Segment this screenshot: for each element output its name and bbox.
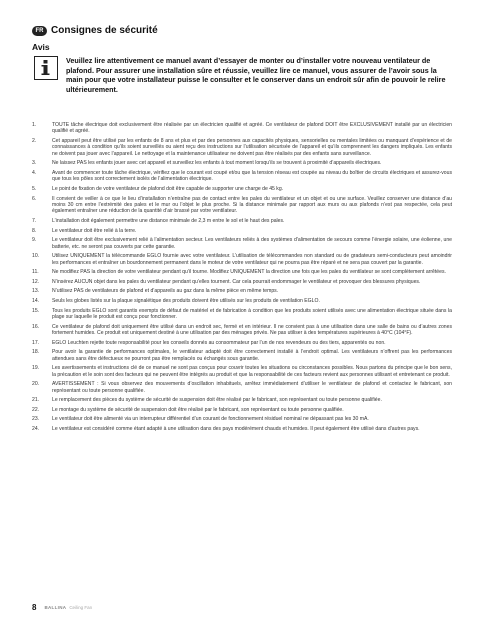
list-item	[32, 196, 452, 215]
item-text: Il convient de veiller à ce que le lieu d’installation n’entraîne pas de contact entre les pales du ventilateur et un objet et ou une surface. Veuillez conserver une distance d’au moins 30 cm entre l’extrémité des pales et le mur ou l’objet le plus proche. Si la distance minimale par rapport aux murs ou aux plafonds n’est pas respectée, cela peut également entraîner une réduction de la quantité d’air brassé par votre ventilateur.	[52, 195, 452, 215]
list-item	[32, 365, 452, 378]
item-number: 2.	[32, 138, 37, 144]
list-item	[32, 253, 452, 266]
item-number: 18.	[32, 349, 40, 356]
list-item	[32, 298, 452, 304]
item-number: 3.	[32, 160, 37, 167]
page-title: Consignes de sécurité	[51, 25, 158, 36]
item-text: Le ventilateur doit être relié à la terre.	[52, 227, 137, 234]
item-text: Le point de fixation de votre ventilateur de plafond doit être capable de supporter une charge de 45 kg.	[52, 186, 284, 192]
item-number: 13.	[32, 288, 40, 295]
item-text: Cet appareil peut être utilisé par les enfants de 8 ans et plus et par des personnes aux capacités physiques, sensorielles ou mentales limitées ou manquant d’expérience et de connaissances à condition qu’ils soient surveillés ou aient reçu des instructions sur l’utilisation sécurisée de l’appareil et qu’ils comprennent les dangers impliqués. Les enfants ne doivent pas jouer avec l’appareil. Le nettoyage et la maintenance utilisateur ne doivent pas être réalisés par des enfants sans surveillance.	[52, 138, 452, 157]
item-number: 11.	[32, 269, 39, 276]
item-text: N’utilisez PAS de ventilateurs de plafond et d’appareils au gaz dans la même pièce en même temps.	[52, 288, 279, 295]
item-number: 22.	[32, 406, 40, 413]
item-number: 10.	[32, 253, 40, 260]
item-number: 6.	[32, 195, 37, 202]
list-item	[32, 340, 452, 346]
list-item	[32, 160, 452, 166]
item-text: Ne modifiez PAS la direction de votre ventilateur pendant qu’il tourne. Modifiez UNIQUEMENT la direction une fois que les pales du ventilateur se sont complètement arrêtées.	[52, 269, 446, 276]
list-item	[32, 426, 452, 432]
list-item	[32, 407, 452, 413]
item-text: Ne laissez PAS les enfants jouer avec cet appareil et surveillez les enfants à tout moment lorsqu’ils se trouvent à proximité d’appareils électriques.	[52, 160, 382, 167]
item-text: Les avertissements et instructions clé de ce manuel ne sont pas conçus pour couvrir toutes les situations ou circonstances possibles. Nous partons du principe que le bon sens, la précaution et le soin sont des facteurs qui ne peuvent être intégrés au produit et que la responsabilité de ces facteurs revient aux personnes utilisant et entretenant ce produit.	[52, 365, 452, 378]
list-item	[32, 381, 452, 394]
item-number: 8.	[32, 227, 37, 234]
list-item	[32, 218, 452, 224]
item-text: N’insérez AUCUN objet dans les pales du ventilateur pendant qu’elles tournent. Car cela pourrait endommager le ventilateur et provoquer des blessures physiques.	[52, 278, 421, 285]
item-number: 17.	[32, 339, 40, 346]
list-item	[32, 308, 452, 321]
item-text: Pour avoir la garantie de performances optimales, le ventilateur adapté doit être correctement installé à l’endroit optimal. Les ventilateurs n’offrent pas les performances attendues sans être défectueux ne pourront pas être remplacés ou échangés sous garantie.	[52, 349, 452, 362]
page-number: 8	[32, 603, 37, 612]
list-item	[32, 138, 452, 157]
item-text: Le montage du système de sécurité de suspension doit être réalisé par le fabricant, son représentant ou toute personne qualifiée.	[52, 406, 344, 413]
list-item	[32, 416, 452, 422]
list-item	[32, 237, 452, 250]
list-item	[32, 279, 452, 285]
item-number: 24.	[32, 425, 40, 432]
item-text: Utilisez UNIQUEMENT la télécommande EGLO fournie avec votre ventilateur. L’utilisation de télécommandes non standard ou de gradateurs semi-conducteurs peut amoindrir les performances et entraîner un bourdonnement permanent dans le moteur de votre ventilateur qui ne pourra pas être réparé et ne sera pas couvert par la garantie.	[52, 253, 452, 266]
item-number: 14.	[32, 297, 40, 304]
item-number: 19.	[32, 365, 40, 372]
item-number: 20.	[32, 381, 40, 388]
item-text: Avant de commencer toute tâche électrique, vérifiez que le courant est coupé et/ou que la tension réseau est coupée au niveau du boîtier de circuits électriques et assurez-vous que tous les pôles sont correctement isolés de l’alimentation électrique.	[52, 170, 452, 183]
language-badge: FR	[32, 26, 47, 36]
list-item	[32, 186, 452, 192]
item-number: 7.	[32, 218, 37, 224]
item-number: 12.	[32, 278, 40, 285]
item-number: 23.	[32, 416, 40, 423]
item-text: Tous les produits EGLO sont garantis exempts de défaut de matériel et de fabrication à condition que les produits soient utilisés avec une alimentation électrique située dans la plage sur laquelle le produit est conçu pour fonctionner.	[52, 307, 452, 320]
product-name: Ceiling Fan	[69, 605, 93, 610]
section-heading: Avis	[32, 42, 50, 52]
list-item	[32, 324, 452, 337]
page-footer	[32, 603, 92, 612]
list-item	[32, 228, 452, 234]
item-number: 9.	[32, 237, 37, 244]
item-number: 1.	[32, 122, 37, 128]
item-text: Le ventilateur est considéré comme étant adapté à une utilisation dans des pays modérément chauds et humides. Il peut également être utilisé dans d’autres pays.	[52, 425, 420, 432]
section-header	[32, 25, 158, 36]
item-number: 4.	[32, 170, 37, 176]
list-item	[32, 170, 452, 183]
item-number: 16.	[32, 323, 40, 330]
item-text: Le ventilateur doit être alimenté via un interrupteur différentiel d’un courant de fonctionnement résiduel nominal ne dépassant pas les 30 mA.	[52, 416, 369, 423]
list-item	[32, 288, 452, 294]
item-number: 15.	[32, 307, 40, 314]
item-text: Le ventilateur doit être exclusivement relié à l’alimentation secteur. Les ventilateurs reliés à des systèmes d’alimentation de secours comme l’énergie solaire, une éolienne, une batterie, etc. ne seront pas couverts par cette garantie.	[52, 237, 452, 250]
item-number: 5.	[32, 186, 37, 192]
list-item	[32, 122, 452, 135]
item-text: Le remplacement des pièces du système de sécurité de suspension doit être réalisé par le fabricant, son représentant ou toute personne qualifiée.	[52, 397, 382, 404]
item-number: 21.	[32, 397, 40, 404]
item-text: L’installation doit également permettre une distance minimale de 2,3 m entre le sol et le haut des pales.	[52, 218, 285, 224]
item-text: EGLO Leuchten rejette toute responsabilité pour les conseils donnés au consommateur par l’un de nos revendeurs ou des tiers, apparentés ou non.	[52, 339, 386, 346]
item-text: TOUTE tâche électrique doit exclusivement être réalisée par un électricien qualifié et agréé. Ce ventilateur de plafond DOIT être EXCLUSIVEMENT installé par un électricien qualifié et agréé.	[52, 122, 452, 135]
list-item	[32, 349, 452, 362]
list-item	[32, 397, 452, 403]
safety-instructions-list	[32, 122, 452, 436]
info-icon	[34, 56, 58, 80]
notice-text: Veuillez lire attentivement ce manuel avant d’essayer de monter ou d’installer votre nouveau ventilateur de plafond. Pour assurer une installation sûre et réussie, veuillez lire ce manuel, vous assurer de l’avoir sous la main pour que votre installateur puisse le consulter et le conserver dans un endroit sûr afin de pouvoir le relire ultérieurement.	[66, 56, 446, 94]
item-text: Seuls les globes listés sur la plaque signalétique des produits doivent être utilisés sur les produits de ventilation EGLO.	[52, 297, 320, 304]
item-text: AVERTISSEMENT : Si vous observez des mouvements d’oscillation inhabituels, arrêtez immédiatement d’utiliser le ventilateur de plafond et contactez le fabricant, son représentant ou toute personne qualifiée.	[52, 381, 452, 394]
item-text: Ce ventilateur de plafond doit uniquement être utilisé dans un endroit sec, fermé et en intérieur. Il ne convient pas à une utilisation dans une salle de bains ou d’autres zones fortement humides. Ce produit est uniquement destiné à une utilisation par des ménages privés. Ne pas utiliser à des températures supérieures à 40°C (104°F).	[52, 323, 452, 336]
list-item	[32, 269, 452, 275]
brand-name: BALLINA	[44, 605, 67, 610]
